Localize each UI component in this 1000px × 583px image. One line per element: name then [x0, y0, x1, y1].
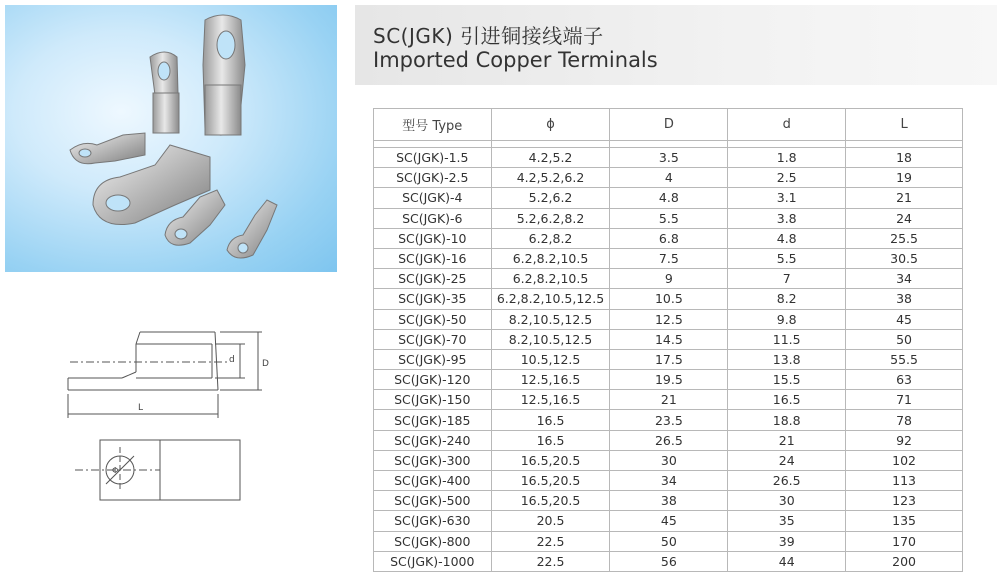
cell-phi: 8.2,10.5,12.5 — [491, 309, 610, 329]
cell-D: 10.5 — [610, 289, 728, 309]
page-title-english: Imported Copper Terminals — [373, 48, 658, 72]
cell-D: 4 — [610, 168, 728, 188]
cell-type: SC(JGK)-500 — [374, 491, 492, 511]
cell-phi: 16.5,20.5 — [491, 471, 610, 491]
cell-D: 9 — [610, 269, 728, 289]
cell-L: 123 — [846, 491, 963, 511]
cell-d: 3.1 — [728, 188, 846, 208]
table-row — [374, 188, 963, 208]
cell-d: 2.5 — [728, 168, 846, 188]
cell-phi: 12.5,16.5 — [491, 390, 610, 410]
cell-phi: 12.5,16.5 — [491, 370, 610, 390]
cell-type: SC(JGK)-1000 — [374, 551, 492, 571]
technical-drawing — [40, 322, 290, 522]
cell-D: 7.5 — [610, 248, 728, 268]
cell-D: 12.5 — [610, 309, 728, 329]
cell-D: 26.5 — [610, 430, 728, 450]
cell-phi: 8.2,10.5,12.5 — [491, 329, 610, 349]
copper-terminals-image — [5, 5, 337, 272]
cell-D: 6.8 — [610, 228, 728, 248]
cell-D: 30 — [610, 450, 728, 470]
cell-phi: 4.2,5.2 — [491, 148, 610, 168]
cell-type: SC(JGK)-2.5 — [374, 168, 492, 188]
cell-type: SC(JGK)-4 — [374, 188, 492, 208]
cell-L: 71 — [846, 390, 963, 410]
cell-phi: 6.2,8.2,10.5,12.5 — [491, 289, 610, 309]
cell-phi: 5.2,6.2,8.2 — [491, 208, 610, 228]
cell-d: 3.8 — [728, 208, 846, 228]
column-header-d: d — [728, 109, 846, 141]
dim-phi-label: Φ — [112, 466, 119, 475]
cell-L: 24 — [846, 208, 963, 228]
table-row — [374, 148, 963, 168]
cell-D: 34 — [610, 471, 728, 491]
cell-D: 3.5 — [610, 148, 728, 168]
cell-type: SC(JGK)-25 — [374, 269, 492, 289]
table-row — [374, 390, 963, 410]
cell-d: 24 — [728, 450, 846, 470]
cell-type: SC(JGK)-400 — [374, 471, 492, 491]
cell-D: 21 — [610, 390, 728, 410]
table-row — [374, 551, 963, 571]
column-header-L: L — [846, 109, 963, 141]
cell-d: 39 — [728, 531, 846, 551]
cell-phi: 16.5,20.5 — [491, 450, 610, 470]
cell-d: 11.5 — [728, 329, 846, 349]
cell-d: 15.5 — [728, 370, 846, 390]
table-row — [374, 511, 963, 531]
cell-phi: 22.5 — [491, 531, 610, 551]
cell-d: 13.8 — [728, 349, 846, 369]
cell-D: 45 — [610, 511, 728, 531]
cell-D: 17.5 — [610, 349, 728, 369]
cell-d: 35 — [728, 511, 846, 531]
cell-d: 1.8 — [728, 148, 846, 168]
cell-type: SC(JGK)-630 — [374, 511, 492, 531]
cell-d: 4.8 — [728, 228, 846, 248]
cell-phi: 16.5 — [491, 410, 610, 430]
table-row — [374, 370, 963, 390]
dim-D-label: D — [262, 359, 269, 369]
cell-D: 19.5 — [610, 370, 728, 390]
table-row — [374, 228, 963, 248]
cell-phi: 4.2,5.2,6.2 — [491, 168, 610, 188]
cell-d: 18.8 — [728, 410, 846, 430]
cell-d: 16.5 — [728, 390, 846, 410]
table-row — [374, 430, 963, 450]
cell-phi: 5.2,6.2 — [491, 188, 610, 208]
cell-d: 7 — [728, 269, 846, 289]
cell-L: 102 — [846, 450, 963, 470]
table-row — [374, 410, 963, 430]
cell-phi: 10.5,12.5 — [491, 349, 610, 369]
cell-type: SC(JGK)-10 — [374, 228, 492, 248]
cell-D: 50 — [610, 531, 728, 551]
cell-phi: 16.5,20.5 — [491, 491, 610, 511]
cell-phi: 16.5 — [491, 430, 610, 450]
table-row — [374, 208, 963, 228]
cell-phi: 22.5 — [491, 551, 610, 571]
cell-d: 9.8 — [728, 309, 846, 329]
table-row — [374, 289, 963, 309]
cell-L: 170 — [846, 531, 963, 551]
cell-D: 38 — [610, 491, 728, 511]
cell-type: SC(JGK)-800 — [374, 531, 492, 551]
cell-phi: 6.2,8.2,10.5 — [491, 248, 610, 268]
cell-L: 200 — [846, 551, 963, 571]
cell-L: 78 — [846, 410, 963, 430]
cell-L: 135 — [846, 511, 963, 531]
cell-L: 34 — [846, 269, 963, 289]
cell-D: 5.5 — [610, 208, 728, 228]
cell-type: SC(JGK)-240 — [374, 430, 492, 450]
cell-phi: 20.5 — [491, 511, 610, 531]
title-banner — [355, 5, 997, 85]
cell-type: SC(JGK)-6 — [374, 208, 492, 228]
cell-L: 50 — [846, 329, 963, 349]
cell-d: 5.5 — [728, 248, 846, 268]
cell-L: 63 — [846, 370, 963, 390]
dim-d-label: d — [229, 355, 235, 365]
page-title-chinese: SC(JGK) 引进铜接线端子 — [373, 24, 604, 48]
column-header-phi: ϕ — [491, 109, 610, 141]
table-header-row — [374, 109, 963, 141]
terminal-dimension-diagram — [40, 322, 290, 522]
table-row — [374, 309, 963, 329]
cell-L: 18 — [846, 148, 963, 168]
table-row — [374, 329, 963, 349]
cell-type: SC(JGK)-185 — [374, 410, 492, 430]
cell-D: 23.5 — [610, 410, 728, 430]
table-row — [374, 248, 963, 268]
table-row — [374, 168, 963, 188]
column-header-type: 型号 Type — [374, 109, 492, 141]
cell-d: 8.2 — [728, 289, 846, 309]
column-header-D: D — [610, 109, 728, 141]
table-row — [374, 450, 963, 470]
dim-L-label: L — [138, 403, 144, 413]
cell-type: SC(JGK)-16 — [374, 248, 492, 268]
cell-d: 30 — [728, 491, 846, 511]
table-row — [374, 269, 963, 289]
cell-L: 21 — [846, 188, 963, 208]
cell-L: 55.5 — [846, 349, 963, 369]
cell-type: SC(JGK)-150 — [374, 390, 492, 410]
cell-L: 38 — [846, 289, 963, 309]
table-row — [374, 491, 963, 511]
table-row — [374, 471, 963, 491]
cell-d: 21 — [728, 430, 846, 450]
cell-D: 4.8 — [610, 188, 728, 208]
cell-D: 14.5 — [610, 329, 728, 349]
cell-L: 45 — [846, 309, 963, 329]
cell-L: 92 — [846, 430, 963, 450]
table-spacer-row — [374, 141, 963, 148]
cell-d: 44 — [728, 551, 846, 571]
cell-L: 25.5 — [846, 228, 963, 248]
table-row — [374, 349, 963, 369]
cell-type: SC(JGK)-70 — [374, 329, 492, 349]
cell-type: SC(JGK)-95 — [374, 349, 492, 369]
table-row — [374, 531, 963, 551]
cell-L: 113 — [846, 471, 963, 491]
cell-type: SC(JGK)-120 — [374, 370, 492, 390]
cell-type: SC(JGK)-300 — [374, 450, 492, 470]
table-body — [374, 141, 963, 572]
cell-type: SC(JGK)-1.5 — [374, 148, 492, 168]
spec-table — [373, 108, 963, 572]
product-photo — [5, 5, 337, 272]
cell-d: 26.5 — [728, 471, 846, 491]
cell-type: SC(JGK)-35 — [374, 289, 492, 309]
cell-L: 30.5 — [846, 248, 963, 268]
cell-phi: 6.2,8.2 — [491, 228, 610, 248]
cell-type: SC(JGK)-50 — [374, 309, 492, 329]
cell-D: 56 — [610, 551, 728, 571]
cell-phi: 6.2,8.2,10.5 — [491, 269, 610, 289]
cell-L: 19 — [846, 168, 963, 188]
